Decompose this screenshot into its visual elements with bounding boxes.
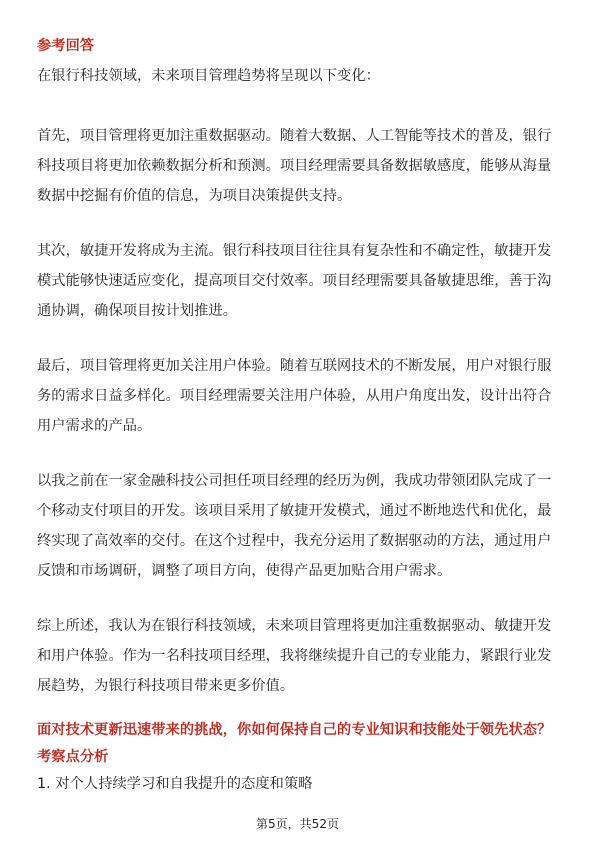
paragraph-4-line-2: 个移动支付项目的开发。该项目采用了敏捷开发模式，通过不断地迭代和优化，最 xyxy=(37,503,552,519)
paragraph-4-line-3: 终实现了高效率的交付。在这个过程中，我充分运用了数据驱动的方法，通过用户 xyxy=(37,533,552,549)
paragraph-5-line-1: 综上所述，我认为在银行科技领域，未来项目管理将更加注重数据驱动、敏捷开发 xyxy=(37,618,552,634)
paragraph-4-line-4: 反馈和市场调研，调整了项目方向，使得产品更加贴合用户需求。 xyxy=(37,563,452,579)
intro-text: 在银行科技领域，未来项目管理趋势将呈现以下变化： xyxy=(37,68,380,84)
paragraph-3-line-3: 用户需求的产品。 xyxy=(37,418,152,434)
next-question-heading: 面对技术更新迅速带来的挑战，你如何保持自己的专业知识和技能处于领先状态？ xyxy=(37,722,552,738)
analysis-label: 考察点分析 xyxy=(37,749,109,765)
analysis-item-1: 1. 对个人持续学习和自我提升的态度和策略 xyxy=(37,776,313,792)
paragraph-3-line-1: 最后，项目管理将更加关注用户体验。随着互联网技术的不断发展，用户对银行服 xyxy=(37,358,552,374)
paragraph-2-line-2: 模式能够快速适应变化，提高项目交付效率。项目经理需要具备敏捷思维，善于沟 xyxy=(37,273,552,289)
paragraph-1-line-3: 数据中挖掘有价值的信息，为项目决策提供支持。 xyxy=(37,188,352,204)
paragraph-3-line-2: 务的需求日益多样化。项目经理需要关注用户体验，从用户角度出发，设计出符合 xyxy=(37,388,552,404)
paragraph-2-line-3: 通协调，确保项目按计划推进。 xyxy=(37,303,238,319)
page-number-footer: 第5页，共52页 xyxy=(256,817,339,831)
paragraph-5-line-3: 展趋势，为银行科技项目带来更多价值。 xyxy=(37,678,295,694)
paragraph-5-line-2: 和用户体验。作为一名科技项目经理，我将继续提升自己的专业能力，紧跟行业发 xyxy=(37,648,552,664)
paragraph-2-line-1: 其次，敏捷开发将成为主流。银行科技项目往往具有复杂性和不确定性，敏捷开发 xyxy=(37,243,552,259)
paragraph-1-line-1: 首先，项目管理将更加注重数据驱动。随着大数据、人工智能等技术的普及，银行 xyxy=(37,128,552,144)
paragraph-1-line-2: 科技项目将更加依赖数据分析和预测。项目经理需要具备数据敏感度，能够从海量 xyxy=(37,158,552,174)
answer-label: 参考回答 xyxy=(37,38,95,54)
paragraph-4-line-1: 以我之前在一家金融科技公司担任项目经理的经历为例，我成功带领团队完成了一 xyxy=(37,473,552,489)
